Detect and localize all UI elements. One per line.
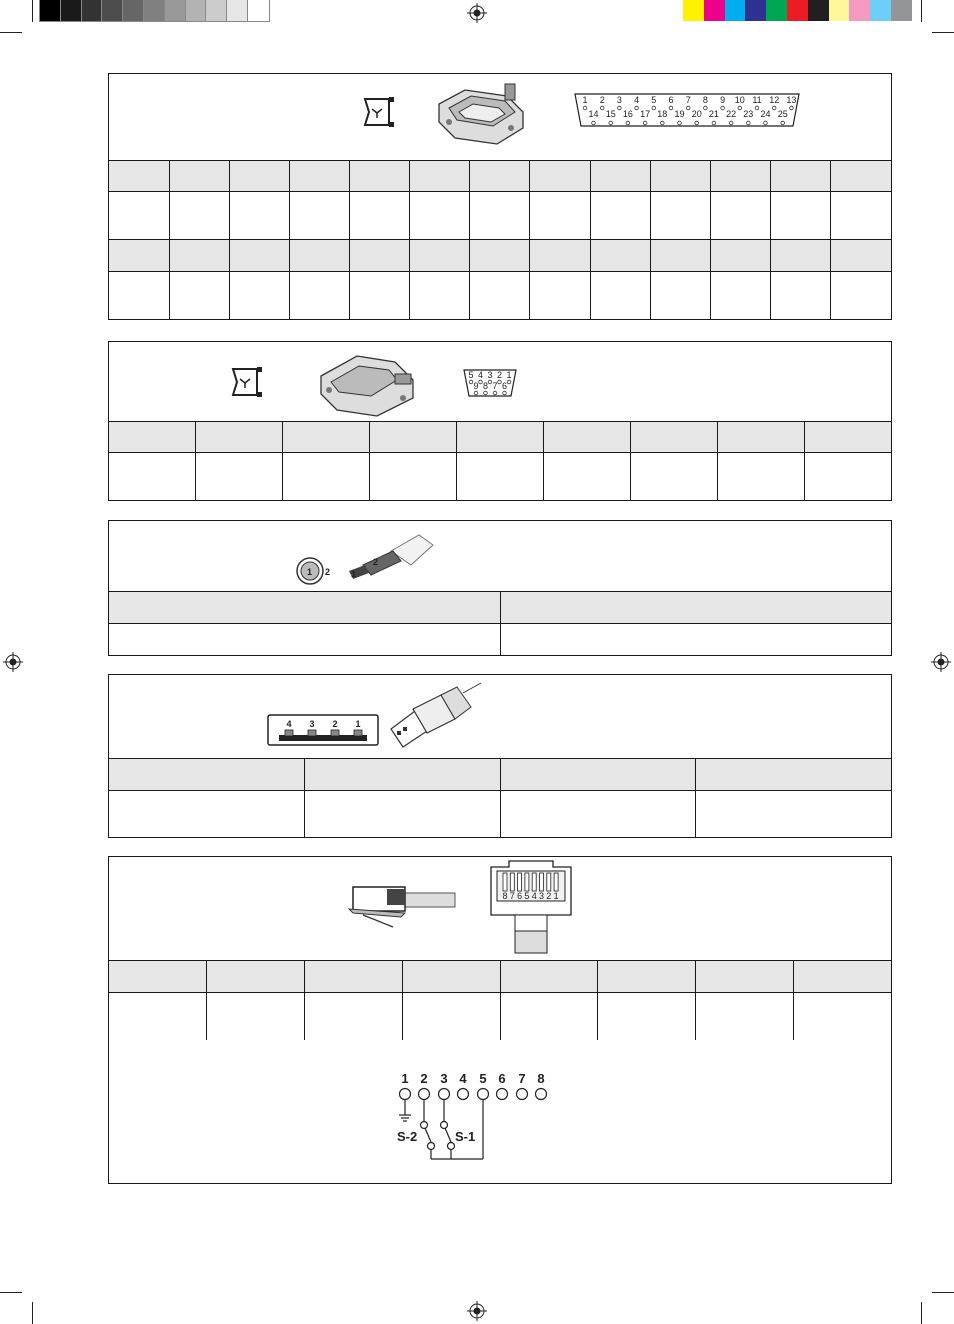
usb-pin-contact xyxy=(354,730,362,736)
pin-number-label: 8 xyxy=(482,381,489,391)
db9-pin-table xyxy=(109,421,891,500)
pin-number-label: 7 xyxy=(685,95,691,105)
table-cell xyxy=(109,453,196,501)
table-row xyxy=(109,161,891,192)
gray-swatch xyxy=(186,0,207,21)
table-cell xyxy=(500,791,696,838)
table-cell xyxy=(350,272,410,320)
table-row xyxy=(109,240,891,272)
pin-contact xyxy=(626,121,630,125)
rj45-pin-contact xyxy=(503,873,507,891)
table-cell xyxy=(196,422,283,453)
pin-number-label: 3 xyxy=(487,370,493,380)
table-row xyxy=(109,791,891,838)
gray-swatch xyxy=(123,0,144,21)
table-cell xyxy=(710,272,770,320)
pin-contact xyxy=(721,106,725,110)
switch-wiring-diagram xyxy=(389,1069,559,1165)
table-cell xyxy=(169,272,229,320)
table-cell xyxy=(650,272,710,320)
rj45-pin-contact xyxy=(554,873,558,891)
registration-mark-icon xyxy=(3,652,23,672)
jack-pin-table xyxy=(109,591,891,656)
pin-contact xyxy=(661,121,665,125)
svg-text:S-1: S-1 xyxy=(455,1129,476,1144)
table-cell xyxy=(831,161,891,192)
db25-panel xyxy=(108,73,892,320)
table-cell xyxy=(109,192,169,240)
table-cell xyxy=(530,272,590,320)
table-cell xyxy=(710,192,770,240)
table-cell xyxy=(207,961,305,993)
color-swatch xyxy=(725,0,746,21)
table-cell xyxy=(831,240,891,272)
pin-number-label: 17 xyxy=(640,109,651,119)
pin-number-label: 3 xyxy=(616,95,622,105)
table-cell xyxy=(598,993,696,1041)
table-cell xyxy=(229,272,289,320)
pin-contact xyxy=(772,106,776,110)
pin-contact xyxy=(712,121,716,125)
pin-number-label: 9 xyxy=(720,95,726,105)
crop-mark xyxy=(932,1292,954,1293)
table-cell xyxy=(530,240,590,272)
rj45-pin-contact xyxy=(518,873,522,891)
gray-swatch xyxy=(165,0,186,21)
db25-pin-table xyxy=(109,160,891,319)
switch-pin-label: 4 xyxy=(459,1071,467,1086)
switch-pin-contact xyxy=(497,1089,508,1100)
table-cell xyxy=(289,161,349,192)
gray-swatch xyxy=(248,0,269,21)
table-cell xyxy=(804,453,891,501)
pin-contact xyxy=(643,121,647,125)
pin-contact xyxy=(790,106,794,110)
rj45-pin-label: 8 xyxy=(502,891,508,901)
pin-contact xyxy=(695,121,699,125)
table-cell xyxy=(710,240,770,272)
gray-swatch xyxy=(206,0,227,21)
table-cell xyxy=(289,272,349,320)
pin-contact xyxy=(781,121,785,125)
table-cell xyxy=(457,453,544,501)
table-cell xyxy=(305,759,501,791)
table-cell xyxy=(771,240,831,272)
table-cell xyxy=(598,961,696,993)
table-cell xyxy=(283,422,370,453)
db9-pinout-icon xyxy=(461,368,519,398)
pin-number-label: 2 xyxy=(496,370,503,380)
table-cell xyxy=(804,422,891,453)
pin-contact xyxy=(592,121,596,125)
rj45-pin-label: 6 xyxy=(517,891,523,901)
pin-contact xyxy=(755,106,759,110)
pin-contact xyxy=(484,391,488,395)
pin-number-label: 1 xyxy=(506,370,512,380)
pin-number-label: 14 xyxy=(588,109,599,119)
rj45-pin-contact xyxy=(525,873,529,891)
pin-number-label: 2 xyxy=(599,95,605,105)
table-cell xyxy=(196,453,283,501)
table-cell xyxy=(283,453,370,501)
table-cell xyxy=(831,192,891,240)
pin-contact xyxy=(686,106,690,110)
rj45-pin-contact xyxy=(532,873,536,891)
pin-contact xyxy=(469,380,473,384)
pin-contact xyxy=(474,391,478,395)
table-cell xyxy=(109,791,305,838)
pin-number-label: 6 xyxy=(501,381,508,391)
table-cell xyxy=(771,161,831,192)
table-cell xyxy=(771,272,831,320)
color-swatch xyxy=(787,0,808,21)
rj45-pin-label: 2 xyxy=(546,891,552,901)
switch-pin-contact xyxy=(536,1089,547,1100)
pin-contact xyxy=(729,121,733,125)
table-cell xyxy=(696,759,892,791)
table-cell xyxy=(696,961,794,993)
pin-number-label: 19 xyxy=(674,109,685,119)
table-cell xyxy=(370,422,457,453)
usb-pin-label: 2 xyxy=(332,719,338,729)
crop-mark xyxy=(32,0,33,22)
table-cell xyxy=(717,422,804,453)
jack-panel xyxy=(108,520,892,656)
table-cell xyxy=(630,453,717,501)
table-cell xyxy=(500,961,598,993)
pin-contact xyxy=(488,380,492,384)
pin-contact xyxy=(652,106,656,110)
table-cell xyxy=(530,192,590,240)
gray-swatch xyxy=(102,0,123,21)
table-cell xyxy=(590,272,650,320)
db25-pinout-icon xyxy=(571,92,803,128)
pin-contact xyxy=(583,106,587,110)
rj45-pin-label: 3 xyxy=(538,891,545,901)
color-swatch xyxy=(704,0,725,21)
pin-contact xyxy=(678,121,682,125)
table-cell xyxy=(696,993,794,1041)
color-swatch xyxy=(849,0,870,21)
table-cell xyxy=(500,759,696,791)
gray-swatch xyxy=(82,0,103,21)
pin-number-label: 6 xyxy=(668,95,674,105)
table-cell xyxy=(630,422,717,453)
usb-panel xyxy=(108,674,892,838)
table-cell xyxy=(410,272,470,320)
switch-pin-label: 3 xyxy=(440,1071,448,1086)
usb-pin-label: 4 xyxy=(286,719,292,729)
pin-number-label: 4 xyxy=(477,370,484,380)
rj45-pin-label: 1 xyxy=(553,891,559,901)
pin-contact xyxy=(738,106,742,110)
table-cell xyxy=(590,240,650,272)
table-row xyxy=(109,422,891,453)
switch-pin-contact xyxy=(419,1089,430,1100)
pin-contact xyxy=(507,380,511,384)
db25-symbol-icon xyxy=(361,96,397,128)
table-cell xyxy=(410,161,470,192)
color-swatch xyxy=(745,0,766,21)
table-cell xyxy=(696,791,892,838)
switch-pin-label: 2 xyxy=(420,1071,428,1086)
table-cell xyxy=(109,161,169,192)
pin-number-label: 1 xyxy=(582,95,588,105)
pin-contact xyxy=(493,391,497,395)
switch-pin-label: 7 xyxy=(518,1071,526,1086)
gray-swatch xyxy=(61,0,82,21)
table-cell xyxy=(470,161,530,192)
db9-symbol-icon xyxy=(229,366,265,398)
db9-connector-drawing-icon xyxy=(319,348,417,420)
db9-panel xyxy=(108,341,892,501)
table-cell xyxy=(350,192,410,240)
table-cell xyxy=(350,240,410,272)
rj45-front-view-icon xyxy=(485,859,577,957)
table-cell xyxy=(109,240,169,272)
jack-socket-icon xyxy=(295,556,335,586)
jack-plug-drawing-icon xyxy=(341,525,437,581)
crop-mark xyxy=(0,32,22,33)
pin-contact xyxy=(704,106,708,110)
svg-text:1: 1 xyxy=(351,569,357,579)
gray-swatch xyxy=(40,0,61,21)
table-cell xyxy=(500,993,598,1041)
pin-contact xyxy=(609,121,613,125)
pin-number-label: 16 xyxy=(622,109,633,119)
table-cell xyxy=(169,161,229,192)
table-row xyxy=(109,453,891,501)
pin-contact xyxy=(764,121,768,125)
registration-mark-icon xyxy=(931,652,951,672)
table-cell xyxy=(500,592,891,624)
table-cell xyxy=(109,624,500,657)
pin-number-label: 15 xyxy=(605,109,616,119)
pin-contact xyxy=(747,121,751,125)
usb-pin-label: 1 xyxy=(355,719,361,729)
pin-number-label: 13 xyxy=(786,95,797,105)
pin-number-label: 10 xyxy=(734,95,745,105)
table-row xyxy=(109,624,891,657)
db25-connector-drawing-icon xyxy=(435,82,527,150)
switch-pin-label: 6 xyxy=(498,1071,506,1086)
switch-pin-contact xyxy=(400,1089,411,1100)
pin-number-label: 9 xyxy=(473,381,479,391)
pin-number-label: 24 xyxy=(760,109,771,119)
pin-number-label: 12 xyxy=(769,95,780,105)
table-cell xyxy=(500,624,891,657)
usb-pin-contact xyxy=(285,730,293,736)
crop-mark xyxy=(0,1292,22,1293)
table-cell xyxy=(717,453,804,501)
table-cell xyxy=(710,161,770,192)
pin-contact xyxy=(498,380,502,384)
svg-text:2: 2 xyxy=(373,557,379,567)
table-cell xyxy=(470,192,530,240)
color-swatch xyxy=(829,0,850,21)
pin-contact xyxy=(600,106,604,110)
pin-contact xyxy=(669,106,673,110)
table-cell xyxy=(470,272,530,320)
table-cell xyxy=(169,240,229,272)
table-cell xyxy=(650,161,710,192)
rj45-panel xyxy=(108,856,892,1184)
table-cell xyxy=(793,961,891,993)
table-cell xyxy=(370,453,457,501)
pin-number-label: 25 xyxy=(777,109,788,119)
pin-number-label: 8 xyxy=(702,95,708,105)
rj45-side-view-icon xyxy=(345,883,457,929)
gray-swatch xyxy=(144,0,165,21)
table-cell xyxy=(109,993,207,1041)
gray-swatch xyxy=(227,0,248,21)
table-cell xyxy=(229,161,289,192)
pin-number-label: 21 xyxy=(708,109,719,119)
pin-contact xyxy=(479,380,483,384)
pin-number-label: 22 xyxy=(726,109,737,119)
usb-pinout-icon xyxy=(267,713,381,747)
usb-pin-contact xyxy=(331,730,339,736)
switch-pin-label: 8 xyxy=(537,1071,545,1086)
table-cell xyxy=(305,791,501,838)
pin-number-label: 20 xyxy=(691,109,702,119)
table-cell xyxy=(305,961,403,993)
switch-pin-contact xyxy=(517,1089,528,1100)
usb-pin-label: 3 xyxy=(309,719,315,729)
rj45-pin-contact xyxy=(510,873,514,891)
pin-number-label: 4 xyxy=(634,95,640,105)
svg-text:1: 1 xyxy=(307,567,313,577)
rj45-pin-contact xyxy=(540,873,544,891)
rj45-pin-label: 5 xyxy=(524,891,530,901)
table-row xyxy=(109,272,891,320)
table-row xyxy=(109,592,891,624)
table-cell xyxy=(470,240,530,272)
rj45-pin-table xyxy=(109,960,891,1040)
table-cell xyxy=(402,993,500,1041)
registration-mark-icon xyxy=(467,3,487,23)
crop-mark xyxy=(932,32,954,33)
pin-number-label: 7 xyxy=(492,381,498,391)
registration-mark-icon xyxy=(467,1301,487,1321)
switch-pin-contact xyxy=(458,1089,469,1100)
table-cell xyxy=(410,192,470,240)
table-cell xyxy=(109,422,196,453)
svg-text:S-2: S-2 xyxy=(397,1129,418,1144)
pin-number-label: 5 xyxy=(651,95,657,105)
table-row xyxy=(109,759,891,791)
switch-pin-contact xyxy=(439,1089,450,1100)
table-cell xyxy=(109,759,305,791)
crop-mark xyxy=(921,1302,922,1324)
pin-contact xyxy=(635,106,639,110)
pin-contact xyxy=(503,391,507,395)
switch-pin-contact xyxy=(478,1089,489,1100)
table-cell xyxy=(207,993,305,1041)
table-cell xyxy=(169,192,229,240)
table-cell xyxy=(590,192,650,240)
usb-plug-drawing-icon xyxy=(387,683,483,751)
pin-contact xyxy=(618,106,622,110)
table-cell xyxy=(590,161,650,192)
switch-pin-label: 1 xyxy=(401,1071,409,1086)
table-row xyxy=(109,192,891,240)
rj45-pin-label: 4 xyxy=(531,891,537,901)
color-swatch xyxy=(870,0,891,21)
rj45-pin-label: 7 xyxy=(509,891,515,901)
table-cell xyxy=(650,240,710,272)
table-cell xyxy=(543,422,630,453)
table-cell xyxy=(793,993,891,1041)
color-swatch xyxy=(808,0,829,21)
table-cell xyxy=(457,422,544,453)
table-row xyxy=(109,993,891,1041)
table-cell xyxy=(229,192,289,240)
table-cell xyxy=(109,272,169,320)
table-cell xyxy=(305,993,403,1041)
svg-text:2: 2 xyxy=(325,567,331,577)
color-swatch xyxy=(766,0,787,21)
color-swatch xyxy=(683,0,704,21)
table-cell xyxy=(350,161,410,192)
pin-number-label: 18 xyxy=(657,109,668,119)
pin-number-label: 23 xyxy=(743,109,754,119)
pin-number-label: 5 xyxy=(468,370,474,380)
table-cell xyxy=(229,240,289,272)
switch-pin-label: 5 xyxy=(479,1071,487,1086)
table-row xyxy=(109,961,891,993)
table-cell xyxy=(410,240,470,272)
table-cell xyxy=(771,192,831,240)
table-cell xyxy=(543,453,630,501)
crop-mark xyxy=(32,1302,33,1324)
table-cell xyxy=(289,240,349,272)
pin-number-label: 11 xyxy=(752,95,762,105)
table-cell xyxy=(831,272,891,320)
crop-mark xyxy=(921,0,922,22)
table-cell xyxy=(530,161,590,192)
table-cell xyxy=(402,961,500,993)
table-cell xyxy=(289,192,349,240)
usb-pin-table xyxy=(109,758,891,837)
usb-pin-contact xyxy=(308,730,316,736)
table-cell xyxy=(650,192,710,240)
table-cell xyxy=(109,961,207,993)
rj45-pin-contact xyxy=(547,873,551,891)
table-cell xyxy=(109,592,500,624)
color-swatch xyxy=(891,0,912,21)
